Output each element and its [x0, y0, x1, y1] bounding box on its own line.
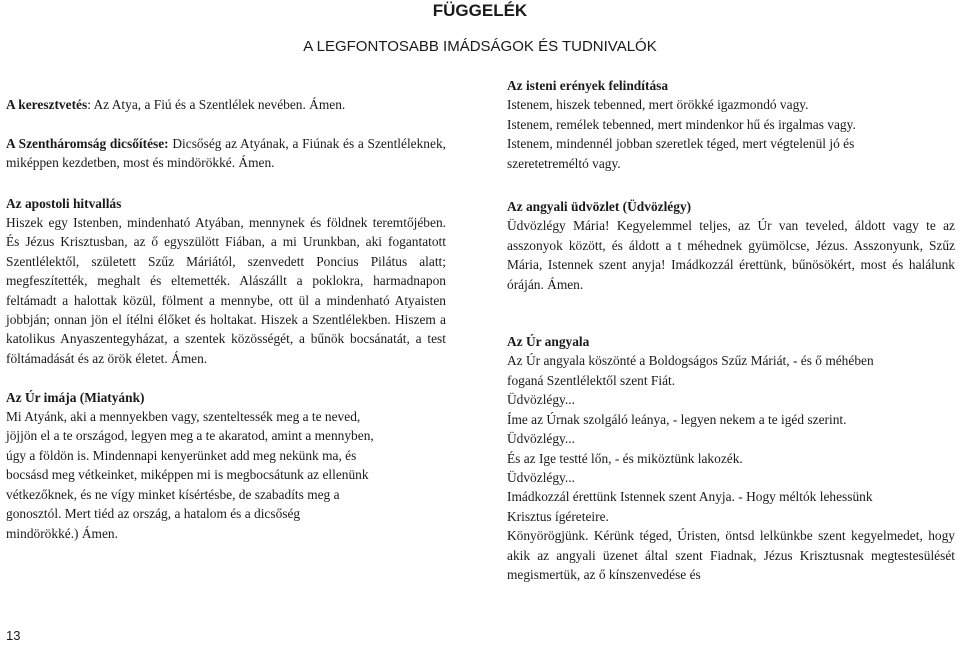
trinity-text: Dicsőség az Atyának, a Fiúnak és a Szentléleknek, miképpen kezdetben, most és mindörökké. Ámen.	[6, 135, 446, 171]
lords-prayer-line: Mi Atyánk, aki a mennyekben vagy, szenteltessék meg a te neved,	[6, 409, 361, 425]
sign-of-cross-paragraph	[6, 95, 446, 114]
trinity-label: A Szentháromság dicsőítése:	[6, 135, 169, 151]
sign-of-cross-label: A keresztvetés	[6, 97, 88, 112]
lords-prayer-line: bocsásd meg vétkeinket, miképpen mi is megbocsátunk az ellenünk	[6, 467, 369, 483]
angelus-line: Az Úr angyala köszönté a Boldogságos Szűz Máriát, - és ő méhében	[507, 353, 874, 369]
lords-prayer-line: vétkezőknek, és ne vígy minket kísértésbe, de szabadíts meg a	[6, 486, 340, 502]
appendix-subtitle: A LEGFONTOSABB IMÁDSÁGOK ÉS TUDNIVALÓK	[303, 38, 657, 55]
sign-of-cross-text: : Az Atya, a Fiú és a Szentlélek nevében. Ámen.	[87, 97, 346, 112]
angelus-line: Üdvözlégy...	[507, 392, 575, 408]
angelus-line: Üdvözlégy...	[507, 469, 575, 485]
angelus-closing-prayer: Könyörögjünk. Kérünk téged, Úristen, öntsd lelkünkbe szent kegyelmedet, hogy akik az angyali üzenet által szent Fiadnak, Jézus Krisztusnak megtestesülését megismertük, az ő kínszenvedése és	[507, 528, 955, 582]
lords-prayer-line: jöjjön el a te országod, legyen meg a te akaratod, amint a mennyben,	[6, 428, 374, 444]
lords-prayer-line: mindörökké.) Ámen.	[6, 525, 118, 541]
angelus-line: És az Ige testté lőn, - és miköztünk lakozék.	[507, 450, 743, 466]
page-number: 13	[6, 628, 21, 643]
theological-virtues-title: Az isteni erények felindítása	[507, 78, 669, 93]
apostles-creed-section	[6, 194, 446, 369]
right-column	[507, 76, 955, 604]
angelus-section	[507, 332, 955, 584]
apostles-creed-text: Hiszek egy Istenben, mindenható Atyában, mennynek és földnek teremtőjében. És Jézus Krisztusban, az ő egyszülött Fiában, a mi Urunkban, aki fogantatott Szentlélektől, született Szűz Máriától, szenvedett Poncius Pilátus alatt; megfeszítették, meghalt és eltemették. Alászállt a poklokra, harmadnapon feltámadt a halottak közül, fölment a mennybe, ott ül a mindenható Atyaisten jobbján; onnan jön el ítélni élőket és holtakat. Hiszek a Szentlélekben. Hiszem a katolikus Anyaszentegyházat, a szentek közösségét, a bűnök bocsánatát, a test föltámadását és az örök életet. Ámen.	[6, 215, 446, 366]
hail-mary-title: Az angyali üdvözlet (Üdvözlégy)	[507, 199, 692, 215]
appendix-title: FÜGGELÉK	[432, 1, 528, 20]
lords-prayer-title: Az Úr imája (Miatyánk)	[6, 389, 145, 405]
angelus-line: Imádkozzál érettünk Istennek szent Anyja. - Hogy méltók lehessünk	[507, 489, 873, 505]
angelus-line: foganá Szentlélektől szent Fiát.	[507, 372, 676, 388]
angelus-line: Krisztus ígéreteire.	[507, 508, 609, 524]
angelus-title: Az Úr angyala	[507, 334, 590, 350]
lords-prayer-section	[6, 388, 446, 543]
lords-prayer-line: gonosztól. Mert tiéd az ország, a hatalom és a dicsőség	[6, 506, 301, 522]
theological-virtues-line: szeretetreméltó vagy.	[507, 155, 621, 171]
trinity-paragraph	[6, 134, 446, 173]
hail-mary-text: Üdvözlégy Mária! Kegyelemmel teljes, az Úr van teveled, áldott vagy te az asszonyok között, és áldott a t méhednek gyümölcse, Jézus. Asszonyunk, Szűz Mária, Istennek szent anyja! Imádkozzál érettünk, bűnösökért, most és halálunk óráján. Ámen.	[507, 218, 955, 292]
theological-virtues-section	[507, 76, 955, 173]
angelus-line: Íme az Úrnak szolgáló leánya, - legyen nekem a te igéd szerint.	[507, 411, 847, 427]
apostles-creed-title: Az apostoli hitvallás	[6, 195, 122, 211]
left-column	[6, 95, 446, 562]
theological-virtues-line: Istenem, mindennél jobban szeretlek téged, mert végtelenül jó és	[507, 136, 855, 152]
angelus-line: Üdvözlégy...	[507, 431, 575, 447]
lords-prayer-line: úgy a földön is. Mindennapi kenyerünket add meg nekünk ma, és	[6, 447, 357, 463]
theological-virtues-line: Istenem, hiszek tebenned, mert örökké igazmondó vagy.	[507, 97, 809, 113]
hail-mary-section	[507, 197, 955, 294]
theological-virtues-line: Istenem, remélek tebenned, mert mindenkor hű és irgalmas vagy.	[507, 116, 856, 132]
